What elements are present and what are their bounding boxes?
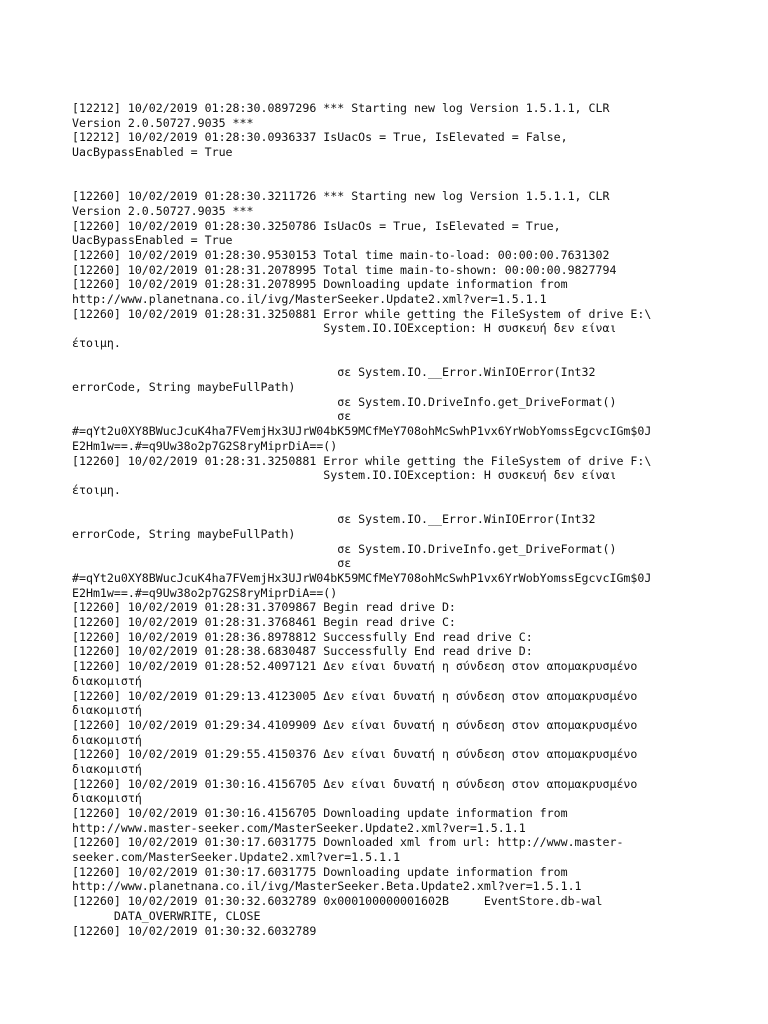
blank-line — [72, 351, 712, 366]
log-line: [12260] 10/02/2019 01:30:17.6031775 Downloaded xml from url: http://www.master- — [72, 835, 624, 850]
log-line: διακομιστή — [72, 791, 142, 806]
log-document — [72, 101, 712, 938]
log-line: διακομιστή — [72, 732, 142, 747]
log-line: [12260] 10/02/2019 01:29:13.4123005 Δεν είναι δυνατή η σύνδεση στον απομακρυσμένο — [72, 688, 638, 703]
log-line: σε System.IO.DriveInfo.get_DriveFormat() — [72, 394, 617, 409]
log-line: Version 2.0.50727.9035 *** — [72, 203, 254, 218]
log-line: [12260] 10/02/2019 01:28:30.3211726 *** Starting new log Version 1.5.1.1, CLR — [72, 189, 610, 204]
blank-line — [72, 174, 712, 189]
log-line: σε — [72, 409, 352, 424]
log-line: seeker.com/MasterSeeker.Update2.xml?ver=1.5.1.1 — [72, 850, 401, 865]
log-line: σε — [72, 556, 352, 571]
log-line: [12260] 10/02/2019 01:28:52.4097121 Δεν είναι δυνατή η σύνδεση στον απομακρυσμένο — [72, 659, 638, 674]
log-line: [12260] 10/02/2019 01:30:17.6031775 Downloading update information from — [72, 864, 568, 879]
log-line: Version 2.0.50727.9035 *** — [72, 115, 254, 130]
log-line: System.IO.IOException: Η συσκευή δεν είναι — [72, 468, 617, 483]
log-line: [12260] 10/02/2019 01:30:32.6032789 — [72, 923, 317, 938]
log-line: http://www.master-seeker.com/MasterSeeker.Update2.xml?ver=1.5.1.1 — [72, 820, 526, 835]
log-line: [12260] 10/02/2019 01:28:31.3768461 Begin read drive C: — [72, 615, 456, 630]
log-line: [12212] 10/02/2019 01:28:30.0936337 IsUacOs = True, IsElevated = False, — [72, 130, 568, 145]
log-line: [12260] 10/02/2019 01:28:31.2078995 Total time main-to-shown: 00:00:00.9827794 — [72, 262, 617, 277]
log-line: διακομιστή — [72, 703, 142, 718]
log-line: E2Hm1w==.#=q9Uw38o2p7G2S8ryMiprDiA==() — [72, 438, 338, 453]
log-line: διακομιστή — [72, 761, 142, 776]
log-line: [12260] 10/02/2019 01:28:38.6830487 Successfully End read drive D: — [72, 644, 533, 659]
log-line: σε System.IO.DriveInfo.get_DriveFormat() — [72, 541, 617, 556]
log-line: [12260] 10/02/2019 01:28:30.9530153 Total time main-to-load: 00:00:00.7631302 — [72, 247, 610, 262]
log-line: errorCode, String maybeFullPath) — [72, 380, 296, 395]
log-line: [12260] 10/02/2019 01:28:31.2078995 Downloading update information from — [72, 277, 568, 292]
log-line: E2Hm1w==.#=q9Uw38o2p7G2S8ryMiprDiA==() — [72, 585, 338, 600]
log-line: http://www.planetnana.co.il/ivg/MasterSeeker.Beta.Update2.xml?ver=1.5.1.1 — [72, 879, 582, 894]
log-line: System.IO.IOException: Η συσκευή δεν είναι — [72, 321, 617, 336]
log-line: [12260] 10/02/2019 01:29:55.4150376 Δεν είναι δυνατή η σύνδεση στον απομακρυσμένο — [72, 747, 638, 762]
log-line: [12260] 10/02/2019 01:28:36.8978812 Successfully End read drive C: — [72, 629, 533, 644]
log-line: σε System.IO.__Error.WinIOError(Int32 — [72, 512, 596, 527]
log-line: διακομιστή — [72, 673, 142, 688]
log-line: DATA_OVERWRITE, CLOSE — [72, 908, 261, 923]
log-line: [12260] 10/02/2019 01:28:31.3250881 Error while getting the FileSystem of drive E:\ — [72, 306, 652, 321]
log-line: έτοιμη. — [72, 336, 121, 350]
log-line: [12260] 10/02/2019 01:30:32.6032789 0x000100000001602B EventStore.db-wal — [72, 894, 603, 909]
log-line: [12260] 10/02/2019 01:28:31.3250881 Error while getting the FileSystem of drive F:\ — [72, 453, 652, 468]
log-line: errorCode, String maybeFullPath) — [72, 526, 296, 541]
log-line: #=qYt2u0XY8BWucJcuK4ha7FVemjHx3UJrW04bK59MCfMeY708ohMcSwhP1vx6YrWobYomssEgcvcIGm$0J — [72, 424, 652, 439]
log-line: έτοιμη. — [72, 482, 121, 497]
log-line: [12260] 10/02/2019 01:28:30.3250786 IsUacOs = True, IsElevated = True, — [72, 218, 561, 233]
log-line: [12260] 10/02/2019 01:30:16.4156705 Δεν είναι δυνατή η σύνδεση στον απομακρυσμένο — [72, 776, 638, 791]
log-line: [12260] 10/02/2019 01:30:16.4156705 Downloading update information from — [72, 806, 568, 820]
log-line: [12260] 10/02/2019 01:28:31.3709867 Begin read drive D: — [72, 600, 456, 615]
log-line: [12212] 10/02/2019 01:28:30.0897296 *** Starting new log Version 1.5.1.1, CLR — [72, 101, 610, 115]
log-line: [12260] 10/02/2019 01:29:34.4109909 Δεν είναι δυνατή η σύνδεση στον απομακρυσμένο — [72, 717, 638, 732]
log-line: UacBypassEnabled = True — [72, 233, 233, 248]
blank-line — [72, 160, 712, 175]
log-line: σε System.IO.__Error.WinIOError(Int32 — [72, 365, 596, 380]
log-line: UacBypassEnabled = True — [72, 145, 233, 160]
blank-line — [72, 498, 712, 513]
log-line: http://www.planetnana.co.il/ivg/MasterSeeker.Update2.xml?ver=1.5.1.1 — [72, 291, 547, 306]
log-line: #=qYt2u0XY8BWucJcuK4ha7FVemjHx3UJrW04bK59MCfMeY708ohMcSwhP1vx6YrWobYomssEgcvcIGm$0J — [72, 571, 652, 585]
